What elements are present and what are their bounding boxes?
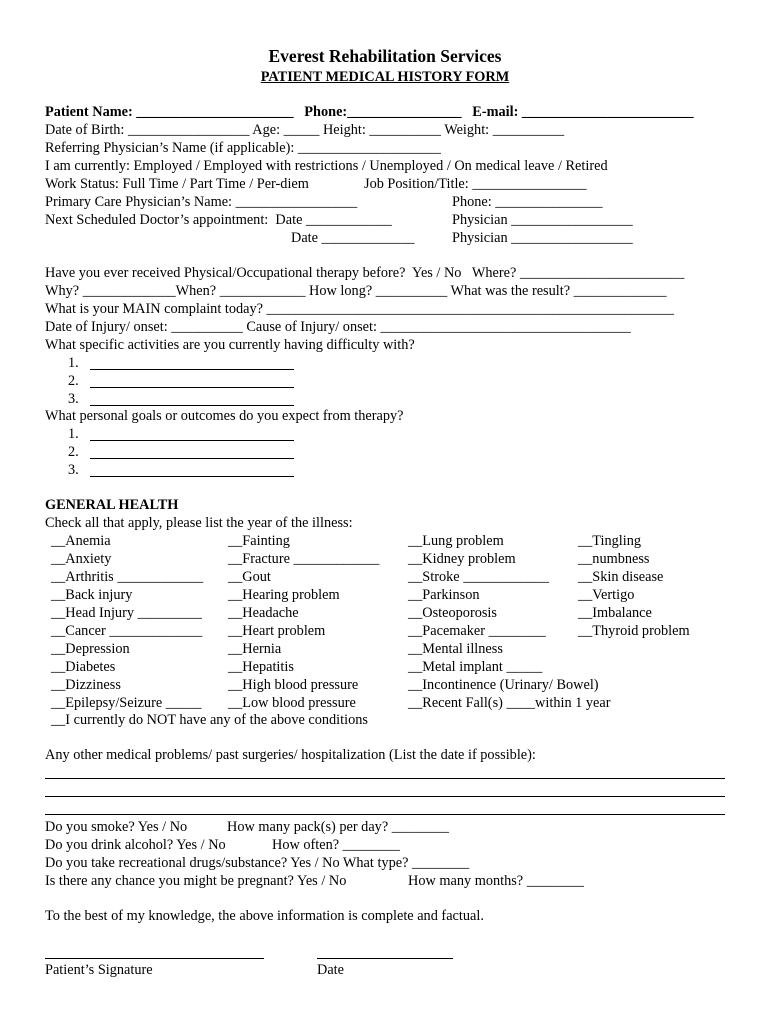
other-problems-line[interactable] (45, 778, 725, 779)
goals-question: What personal goals or outcomes do you expect from therapy? (45, 408, 404, 424)
form-subtitle: PATIENT MEDICAL HISTORY FORM (260, 69, 510, 85)
other-problems-prompt: Any other medical problems/ past surgeries/ hospitalization (List the date if possible): (45, 747, 536, 763)
drugs-question[interactable]: Do you take recreational drugs/substance? Yes / No What type? ________ (45, 855, 470, 871)
condition-parkinson[interactable]: __Parkinson (408, 587, 480, 603)
condition-imbalance[interactable]: __Imbalance (578, 605, 652, 621)
activity-answer-line[interactable] (90, 369, 294, 370)
condition-lung-problem[interactable]: __Lung problem (408, 533, 504, 549)
activities-question: What specific activities are you currently having difficulty with? (45, 337, 415, 353)
condition-high-blood-pressure[interactable]: __High blood pressure (228, 677, 359, 693)
condition-depression[interactable]: __Depression (51, 641, 130, 657)
condition-mental-illness[interactable]: __Mental illness (408, 641, 503, 657)
condition-numbness[interactable]: __numbness (578, 551, 650, 567)
therapy-why-when-line[interactable]: Why? _____________When? ____________ How long? __________ What was the result? _____________ (45, 283, 667, 299)
second-appointment-date-field[interactable]: Date _____________ (291, 230, 415, 246)
form-title: Everest Rehabilitation Services (268, 46, 502, 66)
condition-tingling[interactable]: __Tingling (578, 533, 642, 549)
date-label: Date (317, 962, 344, 978)
condition-anemia[interactable]: __Anemia (51, 533, 111, 549)
date-line[interactable] (317, 958, 453, 959)
goal-number: 1. (68, 426, 79, 442)
signature-label: Patient’s Signature (45, 962, 153, 978)
employment-status-line[interactable]: I am currently: Employed / Employed with restrictions / Unemployed / On medical leave / Retired (45, 158, 608, 174)
dob-age-height-weight-line[interactable]: Date of Birth: _________________ Age: _____ Height: __________ Weight: __________ (45, 122, 565, 138)
condition-headache[interactable]: __Headache (228, 605, 299, 621)
work-status[interactable]: Work Status: Full Time / Part Time / Per-diem (45, 176, 309, 192)
condition-recent-falls[interactable]: __Recent Fall(s) ____within 1 year (408, 695, 611, 711)
alcohol-question[interactable]: Do you drink alcohol? Yes / No (45, 837, 226, 853)
injury-date-cause-line[interactable]: Date of Injury/ onset: __________ Cause of Injury/ onset: ___________________________________ (45, 319, 631, 335)
general-health-instructions: Check all that apply, please list the year of the illness: (45, 515, 353, 531)
condition-osteoporosis[interactable]: __Osteoporosis (408, 605, 497, 621)
condition-thyroid-problem[interactable]: __Thyroid problem (578, 623, 690, 639)
condition-skin-disease[interactable]: __Skin disease (578, 569, 664, 585)
condition-none[interactable]: __I currently do NOT have any of the above conditions (51, 712, 368, 728)
condition-cancer[interactable]: __Cancer _____________ (51, 623, 203, 639)
condition-hernia[interactable]: __Hernia (228, 641, 282, 657)
condition-heart-problem[interactable]: __Heart problem (228, 623, 326, 639)
goal-number: 3. (68, 462, 79, 478)
pcp-name-field[interactable]: Primary Care Physician’s Name: _________________ (45, 194, 358, 210)
signature-line[interactable] (45, 958, 264, 959)
attestation-statement: To the best of my knowledge, the above information is complete and factual. (45, 908, 484, 924)
condition-back-injury[interactable]: __Back injury (51, 587, 133, 603)
other-problems-line[interactable] (45, 796, 725, 797)
smoke-question[interactable]: Do you smoke? Yes / No (45, 819, 188, 835)
condition-diabetes[interactable]: __Diabetes (51, 659, 116, 675)
main-complaint-field[interactable]: What is your MAIN complaint today? _________________________________________________________ (45, 301, 675, 317)
condition-low-blood-pressure[interactable]: __Low blood pressure (228, 695, 356, 711)
activity-answer-line[interactable] (90, 387, 294, 388)
activity-number: 1. (68, 355, 79, 371)
next-appointment-physician-field[interactable]: Physician _________________ (452, 212, 633, 228)
activity-number: 3. (68, 391, 79, 407)
condition-arthritis[interactable]: __Arthritis ____________ (51, 569, 204, 585)
condition-head-injury[interactable]: __Head Injury _________ (51, 605, 202, 621)
condition-fainting[interactable]: __Fainting (228, 533, 290, 549)
patient-name-phone-email-line[interactable]: Patient Name: ______________________ Phone:________________ E-mail: ________________________ (45, 104, 694, 120)
pregnancy-months-field[interactable]: How many months? ________ (408, 873, 584, 889)
alcohol-frequency-field[interactable]: How often? ________ (272, 837, 400, 853)
condition-kidney-problem[interactable]: __Kidney problem (408, 551, 516, 567)
condition-stroke[interactable]: __Stroke ____________ (408, 569, 549, 585)
condition-gout[interactable]: __Gout (228, 569, 271, 585)
goal-answer-line[interactable] (90, 476, 294, 477)
pregnancy-question[interactable]: Is there any chance you might be pregnant? Yes / No (45, 873, 347, 889)
activity-answer-line[interactable] (90, 405, 294, 406)
second-appointment-physician-field[interactable]: Physician _________________ (452, 230, 633, 246)
condition-incontinence[interactable]: __Incontinence (Urinary/ Bowel) (408, 677, 599, 693)
condition-fracture[interactable]: __Fracture ____________ (228, 551, 380, 567)
condition-vertigo[interactable]: __Vertigo (578, 587, 635, 603)
smoke-packs-field[interactable]: How many pack(s) per day? ________ (227, 819, 449, 835)
referring-physician-line[interactable]: Referring Physician’s Name (if applicable): ____________________ (45, 140, 441, 156)
job-position-field[interactable]: Job Position/Title: ________________ (364, 176, 587, 192)
general-health-heading: GENERAL HEALTH (45, 497, 179, 513)
prior-therapy-question[interactable]: Have you ever received Physical/Occupational therapy before? Yes / No Where? _______________________ (45, 265, 685, 281)
goal-answer-line[interactable] (90, 458, 294, 459)
condition-metal-implant[interactable]: __Metal implant _____ (408, 659, 543, 675)
goal-answer-line[interactable] (90, 440, 294, 441)
pcp-phone-field[interactable]: Phone: _______________ (452, 194, 603, 210)
condition-epilepsy[interactable]: __Epilepsy/Seizure _____ (51, 695, 202, 711)
activity-number: 2. (68, 373, 79, 389)
next-appointment-date-field[interactable]: Next Scheduled Doctor’s appointment: Date ____________ (45, 212, 392, 228)
condition-hepatitis[interactable]: __Hepatitis (228, 659, 294, 675)
goal-number: 2. (68, 444, 79, 460)
other-problems-line[interactable] (45, 814, 725, 815)
condition-anxiety[interactable]: __Anxiety (51, 551, 112, 567)
condition-hearing-problem[interactable]: __Hearing problem (228, 587, 340, 603)
condition-dizziness[interactable]: __Dizziness (51, 677, 121, 693)
condition-pacemaker[interactable]: __Pacemaker ________ (408, 623, 546, 639)
